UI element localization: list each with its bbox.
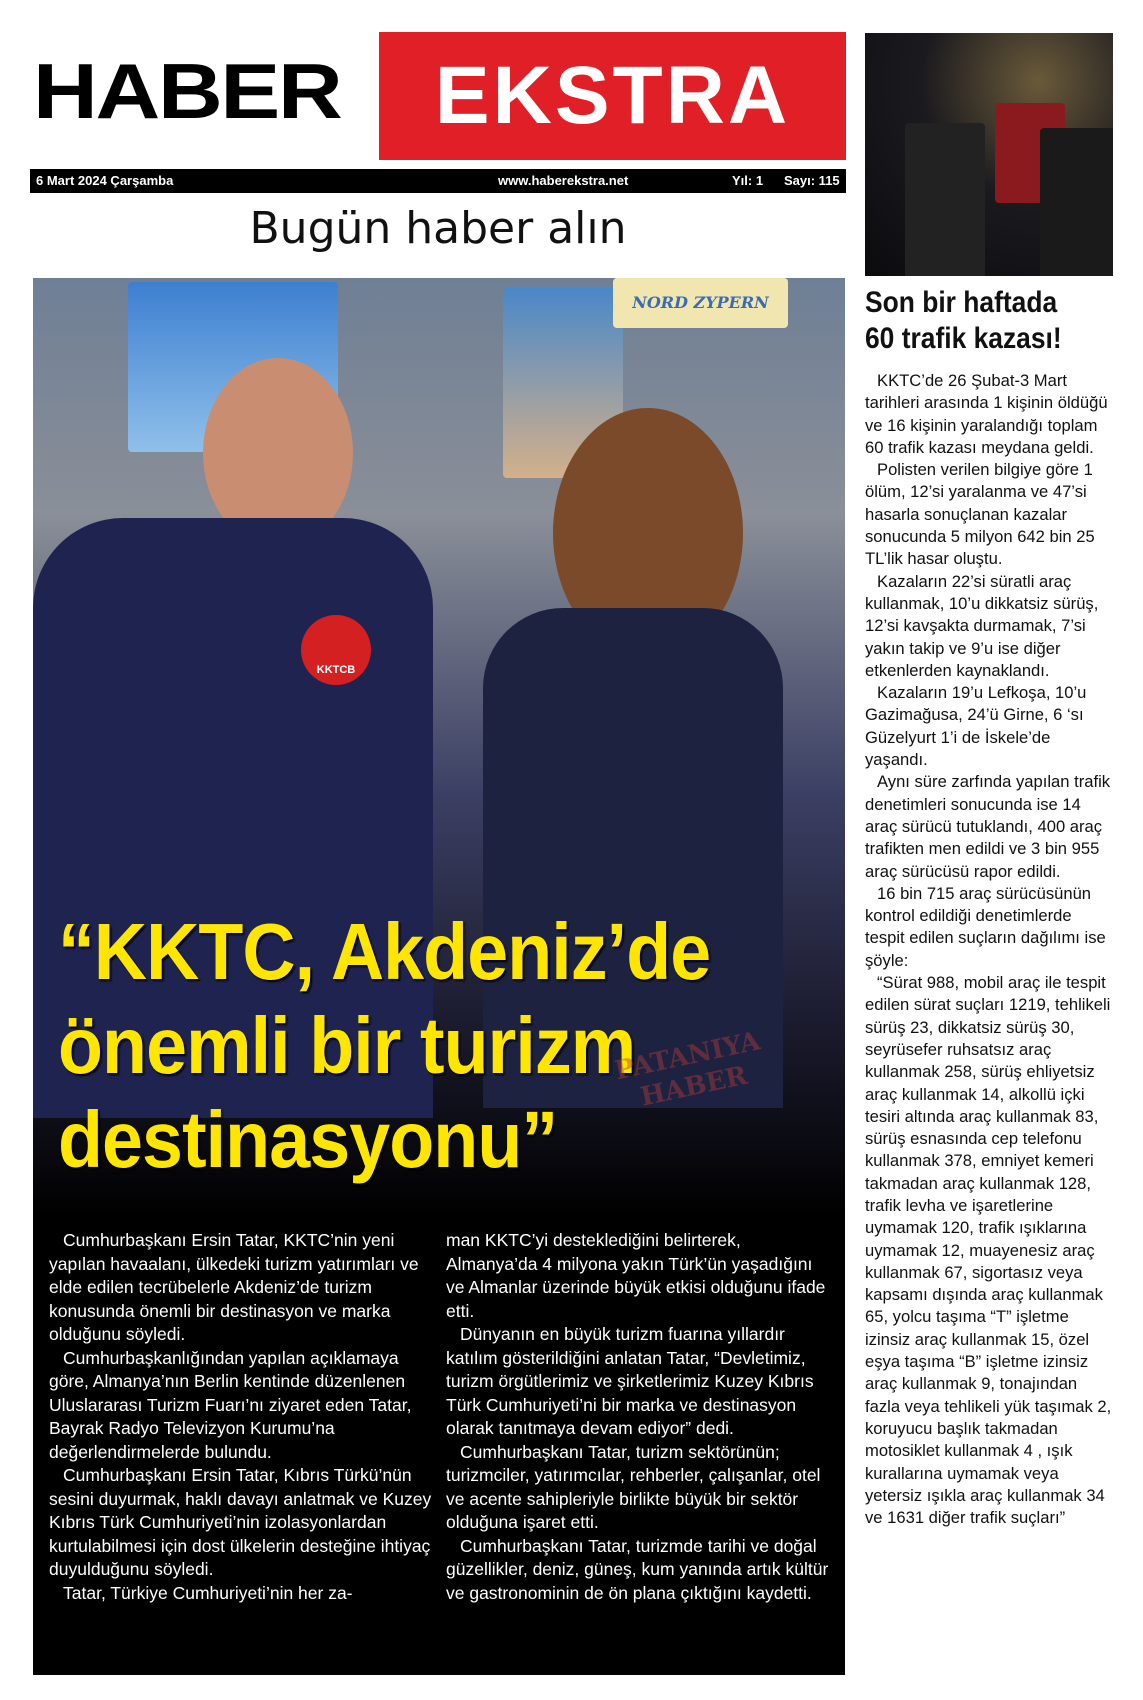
side-story-body <box>865 370 1115 1529</box>
paragraph: 16 bin 715 araç sürücüsünün kontrol edildiği denetimlerde tespit edilen suçların dağılımı ise şöyle: <box>865 883 1106 970</box>
paragraph: “Sürat 988, mobil araç ile tespit edilen sürat suçları 1219, tehlikeli sürüş 23, dikkatsiz sürüş 30, seyrüsefer ruhsatsız araç kullanmak 258, sürüş ehliyetsiz araç kullanmak 14, alkollü içki tesiri altında araç kullanmak 83, sürüş esnasında cep telefonu kullanmak 378, emniyet kemeri takmadan araç kullanmak 128, trafik levha ve işaretlerine uymamak 120, trafik ışıklarına uymamak 12, muayenesiz araç kullanmak 67, sigortasız veya kapsamı dışında araç kullanmak 65, yolcu taşıma “T” işletme izinsiz araç kullanmak 15, özel eşya taşıma “B” işletme izinsiz araç kullanmak 9, tonajından fazla veya tehlikeli yük taşımak 2, koruyucu başlık takmadan motosiklet kullanmak 4 , ışık kurallarına uymamak veya yetersiz ışıkla araç kullanmak 34 ve 1631 diğer trafik suçları” <box>865 973 1112 1528</box>
issue-date: 6 Mart 2024 Çarşamba <box>36 173 174 188</box>
paragraph: man KKTC’yi desteklediğini belirterek, Almanya’da 4 milyona yakın Türk’ün yaşadığını ve Almanlar üzerinde büyük etkisi olduğunu ifade etti. <box>446 1230 826 1321</box>
main-headline: “KKTC, Akdeniz’de önemli bir turizm destinasyonu” <box>58 907 711 1184</box>
dateline-bar <box>30 169 846 193</box>
issue-number: Sayı: 115 <box>784 173 840 188</box>
website-link[interactable]: www.haberekstra.net <box>498 173 629 188</box>
microphone-flag: KKTCB <box>301 615 371 685</box>
watermark: PATANIYA HABER <box>612 1026 763 1113</box>
logo-ekstra: EKSTRA <box>434 50 791 141</box>
officer <box>1040 128 1113 276</box>
paragraph: Cumhurbaşkanı Ersin Tatar, Kıbrıs Türkü’nün sesini duyurmak, haklı davayı anlatmak ve Kuzey Kıbrıs Türk Cumhuriyeti’nin izolasyonlardan kurtulabilmesi için dost ülkelerin desteğine ihtiyaç duyulduğunu söyledi. <box>49 1465 432 1579</box>
paragraph: KKTC’de 26 Şubat-3 Mart tarihleri arasında 1 kişinin öldüğü ve 16 kişinin yaralandığı toplam 60 trafik kazası meydana geldi. <box>865 371 1108 457</box>
paragraph: Cumhurbaşkanı Tatar, turizm sektörünün; turizmciler, yatırımcılar, rehberler, çalışanlar, otel ve acente sahipleriyle birlikte büyük bir sektör olduğuna işaret etti. <box>446 1441 821 1532</box>
side-story-photo <box>865 33 1113 276</box>
paragraph: Cumhurbaşkanı Tatar, turizmde tarihi ve doğal güzellikler, deniz, güneş, kum yanında artık kültür ve gastronominin de ön plana çıktığını kaydetti. <box>446 1535 829 1603</box>
main-story-body <box>33 1215 845 1675</box>
slogan: Bugün haber alın <box>249 203 627 254</box>
body-column-1 <box>49 1229 432 1675</box>
body-column-2 <box>446 1229 829 1675</box>
officer <box>905 123 985 276</box>
paragraph: Kazaların 22’si süratli araç kullanmak, 10’u dikkatsiz sürüş, 12’si kavşakta durmamak, 7’si yakın takip ve 9’u ise diğer etkenlerden kaynaklandı. <box>865 571 1099 680</box>
year-label: Yıl: 1 <box>732 173 764 188</box>
booth-sign: NORD ZYPERN <box>613 278 788 328</box>
paragraph: Cumhurbaşkanlığından yapılan açıklamaya göre, Almanya’nın Berlin kentinde düzenlenen Uluslararası Turizm Fuarı’nı ziyaret eden Tatar, Bayrak Radyo Televizyon Kurumu’na değerlendirmelerde bulundu. <box>49 1347 412 1462</box>
paragraph: Polisten verilen bilgiye göre 1 ölüm, 12’si yaralanma ve 47’si hasarla sonuçlanan kazalar sonucunda 5 milyon 642 bin 25 TL’lik hasar oluştu. <box>865 460 1095 569</box>
paragraph: Aynı süre zarfında yapılan trafik denetimleri sonucunda ise 14 araç sürücü tutuklandı, 400 araç trafikten men edildi ve 3 bin 955 araç sürücüsü rapor edildi. <box>865 772 1111 881</box>
paragraph: Cumhurbaşkanı Ersin Tatar, KKTC’nin yeni yapılan havaalanı, ülkedeki turizm yatırımları ve elde edilen tecrübelerle Akdeniz’de turizm konusunda önemli bir destinasyon ve marka olduğunu söyledi. <box>49 1230 419 1344</box>
paragraph: Dünyanın en büyük turizm fuarına yıllardır katılım gösterildiğini anlatan Tatar, “Devletimiz, turizm örgütlerimiz ve şirketlerimiz Kuzey Kıbrıs Türk Cumhuriyeti’ni bir marka ve destinasyon olarak tanıtmaya devam ediyor” dedi. <box>446 1324 814 1438</box>
side-story-title: Son bir haftada 60 trafik kazası! <box>865 286 1062 355</box>
paragraph: Kazaların 19’u Lefkoşa, 10’u Gazimağusa, 24’ü Girne, 6 ‘sı Güzelyurt 1’i de İskele’de yaşandı. <box>865 683 1087 770</box>
logo-haber: HABER <box>33 47 341 135</box>
logo-ekstra-box <box>379 32 846 160</box>
paragraph: Tatar, Türkiye Cumhuriyeti’nin her za- <box>63 1582 353 1603</box>
